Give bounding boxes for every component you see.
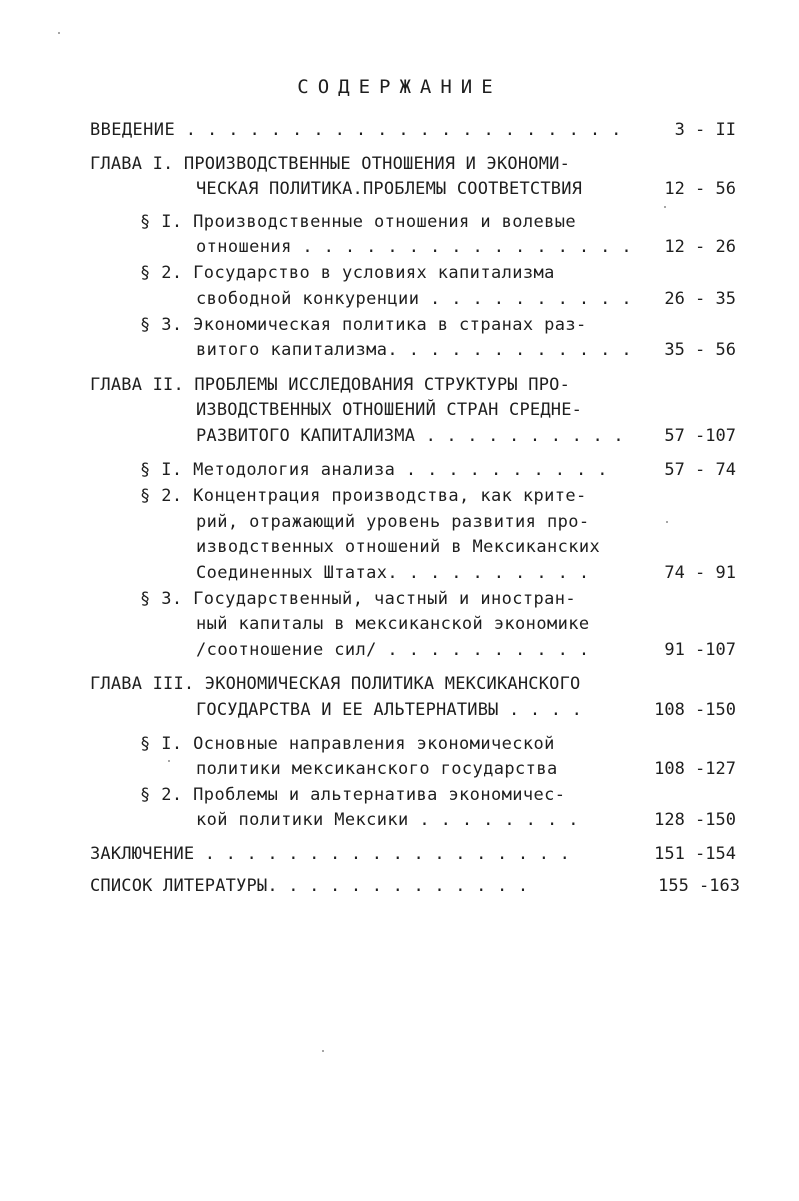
- toc-pages-section-1-3: 35 - 56: [664, 340, 736, 360]
- toc-line-section-2-3a: § 3. Государственный, частный и иностран-: [140, 589, 577, 609]
- toc-line-section-3-1b: политики мексиканского государства: [196, 759, 558, 779]
- toc-line-bibliography: СПИСОК ЛИТЕРАТУРЫ. . . . . . . . . . . . .: [90, 876, 529, 896]
- toc-line-section-1-2b: свободной конкуренции . . . . . . . . . .: [196, 289, 633, 309]
- toc-line-section-1-2a: § 2. Государство в условиях капитализма: [140, 263, 555, 283]
- toc-line-section-1-1b: отношения . . . . . . . . . . . . . . . .: [196, 237, 633, 257]
- toc-line-introduction: ВВЕДЕНИЕ . . . . . . . . . . . . . . . . . . . . .: [90, 120, 622, 140]
- toc-line-section-1-3b: витого капитализма. . . . . . . . . . . .: [196, 340, 633, 360]
- scan-speck: [322, 1050, 324, 1052]
- toc-pages-chapter-1: 12 - 56: [664, 179, 736, 199]
- toc-pages-chapter-2: 57 -107: [664, 426, 736, 446]
- toc-pages-conclusion: 151 -154: [654, 844, 736, 864]
- scan-speck: [58, 32, 60, 34]
- toc-line-chapter-1a: ГЛАВА I. ПРОИЗВОДСТВЕННЫЕ ОТНОШЕНИЯ И ЭКОНОМИ-: [90, 154, 571, 174]
- toc-line-section-3-2b: кой политики Мексики . . . . . . . .: [196, 810, 579, 830]
- toc-pages-section-1-2: 26 - 35: [664, 289, 736, 309]
- toc-line-chapter-3a: ГЛАВА III. ЭКОНОМИЧЕСКАЯ ПОЛИТИКА МЕКСИКАНСКОГО: [90, 674, 581, 694]
- toc-pages-section-3-1: 108 -127: [654, 759, 736, 779]
- toc-pages-section-1-1: 12 - 26: [664, 237, 736, 257]
- toc-line-section-2-2c: изводственных отношений в Мексиканских: [196, 537, 601, 557]
- toc-line-conclusion: ЗАКЛЮЧЕНИЕ . . . . . . . . . . . . . . . . . .: [90, 844, 571, 864]
- scan-speck: [168, 760, 170, 762]
- toc-line-section-1-3a: § 3. Экономическая политика в странах раз-: [140, 315, 587, 335]
- toc-pages-section-3-2: 128 -150: [654, 810, 736, 830]
- toc-line-section-1-1a: § I. Производственные отношения и волевые: [140, 212, 577, 232]
- toc-line-section-2-2b: рий, отражающий уровень развития про-: [196, 512, 590, 532]
- toc-line-chapter-2a: ГЛАВА II. ПРОБЛЕМЫ ИССЛЕДОВАНИЯ СТРУКТУРЫ ПРО-: [90, 375, 571, 395]
- toc-line-section-2-3b: ный капиталы в мексиканской экономике: [196, 614, 590, 634]
- scan-speck: [664, 206, 666, 208]
- toc-line-section-2-3c: /соотношение сил/ . . . . . . . . . .: [196, 640, 590, 660]
- toc-line-chapter-2b: ИЗВОДСТВЕННЫХ ОТНОШЕНИЙ СТРАН СРЕДНЕ-: [196, 400, 583, 420]
- toc-line-chapter-1b: ЧЕСКАЯ ПОЛИТИКА.ПРОБЛЕМЫ СООТВЕТСТВИЯ: [196, 179, 583, 199]
- toc-line-section-2-1: § I. Методология анализа . . . . . . . . . .: [140, 460, 608, 480]
- page-title: СОДЕРЖАНИЕ: [297, 76, 502, 98]
- toc-pages-bibliography: 155 -163: [658, 876, 740, 896]
- toc-pages-introduction: 3 - II: [674, 120, 736, 140]
- toc-line-chapter-3b: ГОСУДАРСТВА И ЕЕ АЛЬТЕРНАТИВЫ . . . .: [196, 700, 583, 720]
- toc-line-section-2-2a: § 2. Концентрация производства, как крите-: [140, 486, 587, 506]
- scan-speck: [666, 521, 668, 523]
- toc-pages-section-2-1: 57 - 74: [664, 460, 736, 480]
- toc-line-section-3-2a: § 2. Проблемы и альтернатива экономичес-: [140, 785, 566, 805]
- toc-pages-section-2-2: 74 - 91: [664, 563, 736, 583]
- toc-pages-chapter-3: 108 -150: [654, 700, 736, 720]
- toc-line-section-3-1a: § I. Основные направления экономической: [140, 734, 555, 754]
- toc-line-section-2-2d: Соединенных Штатах. . . . . . . . . .: [196, 563, 590, 583]
- toc-line-chapter-2c: РАЗВИТОГО КАПИТАЛИЗМА . . . . . . . . . .: [196, 426, 624, 446]
- toc-pages-section-2-3: 91 -107: [664, 640, 736, 660]
